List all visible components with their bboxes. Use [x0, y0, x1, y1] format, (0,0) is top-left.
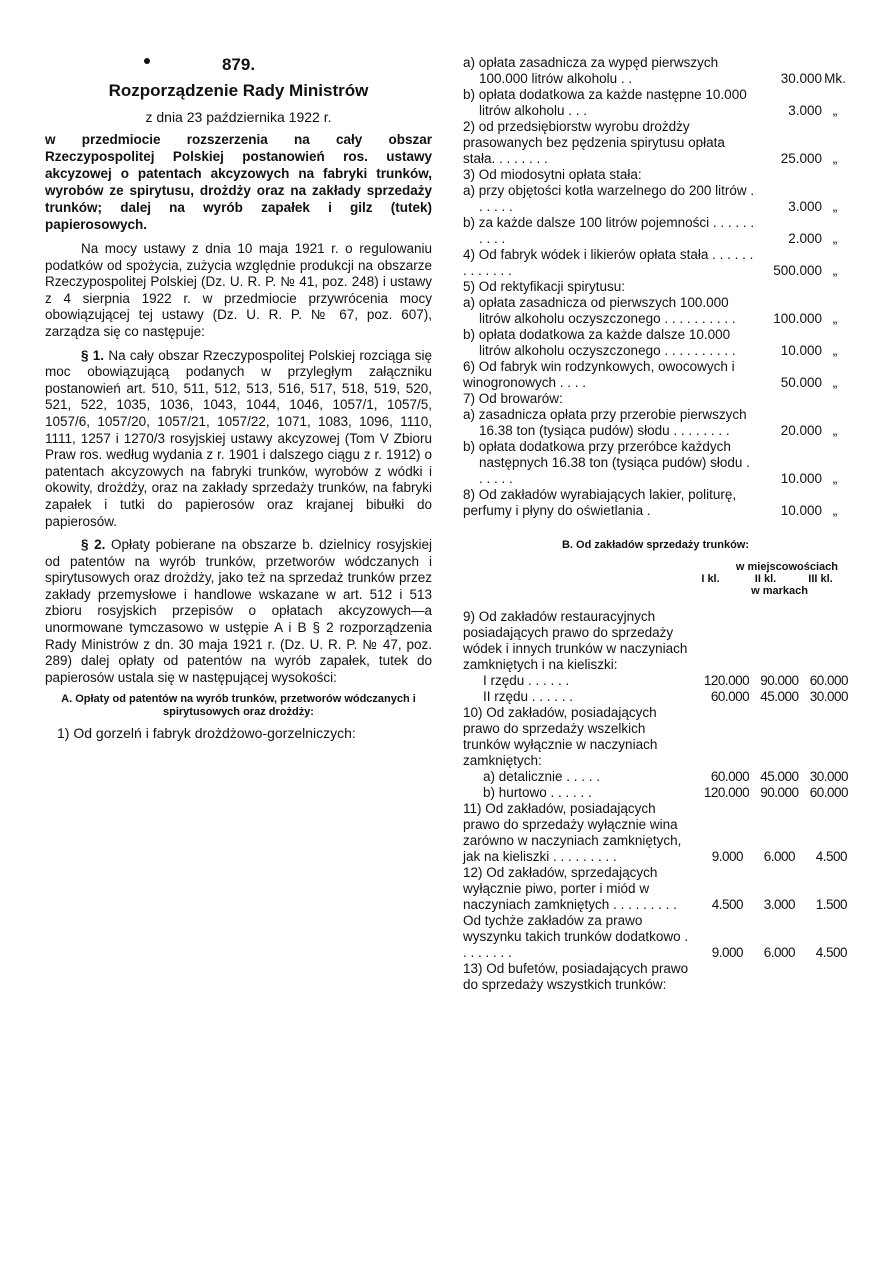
fee-list-b [463, 609, 848, 993]
fee-label: 6) Od fabryk win rodzynkowych, owocowych i winogronowych . . . . [463, 359, 735, 390]
header-classes [463, 573, 848, 585]
sales-fee-class-3: 30.000 [809, 769, 848, 784]
fee-unit: „ [832, 343, 838, 358]
sales-fee-class-3: 60.000 [809, 673, 848, 688]
fee-row [463, 183, 848, 215]
section-a-item-1: 1) Od gorzelń i fabryk drożdżowo-gorzelniczych: [57, 725, 356, 742]
fee-row [463, 215, 848, 247]
sales-fee-label: a) detalicznie . . . . . [483, 769, 601, 784]
fee-row [463, 279, 848, 295]
fee-label: a) opłata zasadnicza od pierwszych 100.000 litrów alkoholu oczyszczonego . . . . . . . . . . [463, 295, 736, 326]
fee-row [463, 439, 848, 487]
fee-row [463, 391, 848, 407]
fee-row [463, 167, 848, 183]
header-class-3: III kl. [808, 573, 833, 585]
sales-fee-row [463, 961, 848, 993]
sales-fee-row [463, 785, 848, 801]
right-column [463, 55, 848, 993]
sales-fee-row [463, 673, 848, 689]
sales-fee-row [463, 801, 848, 865]
sales-fee-class-3: 1.500 [815, 897, 847, 912]
fee-value: 30.000 [780, 71, 822, 86]
fee-value: 20.000 [780, 423, 822, 438]
sales-fee-class-1: 4.500 [711, 897, 743, 912]
sales-fee-label: 12) Od zakładów, sprzedających wyłącznie piwo, porter i miód w naczyniach zamkniętych . . . . . . . . . [463, 865, 677, 912]
fee-label: 2) od przedsiębiorstw wyrobu drożdży prasowanych bez pędzenia spirytusu opłata stała. . . . . . . . [463, 119, 725, 166]
fee-unit: „ [832, 231, 838, 246]
section-2-text: Opłaty pobierane na obszarze b. dzielnicy rosyjskiej od patentów na wyrób trunków, przetworów wódczanych i spirytusowych oraz drożdży, jako też na sprzedaż trunków przez zakłady przemysłowe i handlowe wskazane w art. 512 i 513 zbioru rosyjskich przepisów o opłatach akcyzowych—a unormowane tymczasowo w ustępie A i B § 2 rozporządzenia Rady Ministrów z dn. 30 maja 1921 r. (Dz. U. R. P. № 47, poz. 289) dalej opłaty od patentów na wyrób zapałek, tutek do papierosów ustala się w następującej wysokości: [45, 537, 432, 685]
sales-fee-class-3: 60.000 [809, 785, 848, 800]
section-1 [45, 348, 432, 531]
header-class-1: I kl. [701, 573, 720, 585]
fee-label: a) zasadnicza opłata przy przerobie pierwszych 16.38 ton (tysiąca pudów) słodu . . . . . . . . [463, 407, 747, 438]
fee-row [463, 359, 848, 391]
fee-unit: „ [832, 471, 838, 486]
fee-label: b) opłata dodatkowa przy przeróbce każdych następnych 16.38 ton (tysiąca pudów) słodu . . . . . . [463, 439, 750, 486]
left-column [45, 55, 432, 742]
sales-fee-class-2: 90.000 [760, 673, 799, 688]
sales-fee-label: 13) Od bufetów, posiadających prawo do sprzedaży wszystkich trunków: [463, 961, 689, 992]
fee-value: 50.000 [780, 375, 822, 390]
section-b-heading: B. Od zakładów sprzedaży trunków: [561, 539, 750, 551]
fee-value: 25.000 [780, 151, 822, 166]
sales-fee-class-1: 60.000 [710, 689, 750, 704]
fee-label: 4) Od fabryk wódek i likierów opłata stała . . . . . . . . . . . . . [463, 247, 754, 278]
section-2-number: § 2. [81, 537, 106, 553]
fee-row [463, 87, 848, 119]
sales-fee-class-1: 120.000 [703, 673, 750, 688]
fee-label: b) opłata dodatkowa za każde następne 10.000 litrów alkoholu . . . [463, 87, 747, 118]
fee-label: a) opłata zasadnicza za wypęd pierwszych 100.000 litrów alkoholu . . [463, 55, 719, 86]
sales-fee-class-2: 90.000 [760, 785, 799, 800]
act-number: 879. [221, 55, 256, 74]
fee-unit: „ [832, 151, 838, 166]
fee-value: 10.000 [780, 343, 822, 358]
sales-fee-class-3: 4.500 [815, 849, 847, 864]
sales-fee-label: b) hurtowo . . . . . . [483, 785, 592, 800]
sales-fee-label: II rzędu . . . . . . [483, 689, 574, 704]
sales-fee-class-2: 45.000 [760, 769, 799, 784]
sales-fee-row [463, 705, 848, 769]
fee-row [463, 55, 848, 87]
fee-unit: Mk. [824, 71, 846, 86]
sales-fee-class-1: 60.000 [710, 769, 750, 784]
preamble: Na mocy ustawy z dnia 10 maja 1921 r. o regulowaniu podatków od spożycia, zużycia względnie produkcji na obszarze Rzeczypospolitej Polskiej (Dz. U. R. P. № 41, poz. 248) i ustawy z 4 sierpnia 1922 r. w przedmiocie przywrócenia mocy obowiązującej tej ustawy (Dz. U. R. P. № 67, poz. 607), zarządza się co następuje: [45, 241, 432, 339]
sales-fee-class-2: 6.000 [763, 945, 795, 960]
fee-label: a) przy objętości kotła warzelnego do 200 litrów . . . . . . [463, 183, 755, 214]
fee-row [463, 327, 848, 359]
sales-fee-class-2: 3.000 [763, 897, 795, 912]
fee-label: 3) Od miodosytni opłata stała: [463, 167, 642, 182]
section-b-column-header [463, 561, 848, 597]
fee-unit: „ [832, 103, 838, 118]
section-1-number: § 1. [81, 347, 105, 363]
sales-fee-label: 9) Od zakładów restauracyjnych posiadających prawo do sprzedaży wódek i innych trunków w naczyniach zamkniętych i na kieliszki: [463, 609, 688, 672]
fee-unit: „ [832, 263, 838, 278]
section-a-heading: A. Opłaty od patentów na wyrób trunków, przetworów wódczanych i spirytusowych oraz drożdży: [61, 693, 416, 719]
fee-value: 10.000 [780, 471, 822, 486]
sales-fee-class-2: 45.000 [760, 689, 799, 704]
sales-fee-label: 11) Od zakładów, posiadających prawo do sprzedaży wyłącznie wina zarówno w naczyniach zamkniętych, jak na kieliszki . . . . . . . . . [463, 801, 682, 864]
fee-unit: „ [832, 423, 838, 438]
fee-row [463, 295, 848, 327]
act-subject: w przedmiocie rozszerzenia na cały obszar Rzeczypospolitej Polskiej postanowień ros. ustawy akcyzowej o patentach akcyzowych na fabryki trunków, wyrobów ze spirytusu, drożdży oraz na zakłady sprzedaży trunków; dalej na wyrób zapałek i gilz (tutek) papierosowych. [45, 132, 432, 232]
sales-fee-row [463, 865, 848, 913]
fee-label: b) opłata dodatkowa za każde dalsze 10.000 litrów alkoholu oczyszczonego . . . . . . . . . . [463, 327, 736, 358]
fee-value: 3.000 [788, 103, 822, 118]
section-2 [45, 537, 432, 686]
sales-fee-label: Od tychże zakładów za prawo wyszynku takich trunków dodatkowo . . . . . . . . [463, 913, 689, 960]
fee-unit: „ [832, 311, 838, 326]
fee-value: 2.000 [788, 231, 822, 246]
fee-unit: „ [832, 199, 838, 214]
header-locality: w miejscowościach [735, 561, 838, 573]
fee-row [463, 119, 848, 167]
fee-label: 5) Od rektyfikacji spirytusu: [463, 279, 626, 294]
fee-label: b) za każde dalsze 100 litrów pojemności . . . . . . . . . . [463, 215, 755, 246]
header-class-2: II kl. [754, 573, 777, 585]
sales-fee-class-1: 9.000 [711, 849, 743, 864]
sales-fee-class-1: 9.000 [711, 945, 743, 960]
sales-fee-row [463, 689, 848, 705]
fee-value: 10.000 [780, 503, 822, 518]
sales-fee-class-3: 4.500 [815, 945, 847, 960]
header-currency: w markach [751, 585, 808, 597]
fee-row [463, 247, 848, 279]
act-date: z dnia 23 października 1922 r. [145, 109, 332, 125]
fee-value: 500.000 [773, 263, 822, 278]
section-1-text: Na cały obszar Rzeczypospolitej Polskiej rozciąga się moc obowiązującą podanych w przyległym załączniku postanowień art. 510, 511, 512, 513, 516, 517, 518, 519, 520, 521, 522, 1035, 1036, 1043, 1044, 1046, 1057/1, 1057/5, 1057/6, 1057/20, 1057/21, 1057/22, 1071, 1083, 1096, 1110, 1111, 1257 i 1270/3 rosyjskiej ustawy akcyzowej (Tom V Zbioru Praw ros. według wydania z r. 1901 i dalszego ciągu z r. 1912) o patentach akcyzowych na fabryki trunków, wyrobów z wódki i okowity, drożdży, oraz na zakłady sprzedaży trunków, na fabryki zapałek i tutki do papierosów oraz krajanej bibułki do papierosów. [45, 347, 432, 529]
fee-list-a [463, 55, 848, 519]
sales-fee-row [463, 913, 848, 961]
sales-fee-class-1: 120.000 [703, 785, 750, 800]
fee-value: 3.000 [788, 199, 822, 214]
fee-row [463, 487, 848, 519]
sales-fee-label: 10) Od zakładów, posiadających prawo do sprzedaży wszelkich trunków wyłącznie w naczyniach zamkniętych: [463, 705, 658, 768]
fee-unit: „ [832, 375, 838, 390]
act-title: Rozporządzenie Rady Ministrów [108, 81, 369, 100]
sales-fee-row [463, 769, 848, 785]
sales-fee-label: I rzędu . . . . . . [483, 673, 570, 688]
sales-fee-class-3: 30.000 [809, 689, 848, 704]
fee-row [463, 407, 848, 439]
fee-value: 100.000 [773, 311, 822, 326]
fee-label: 8) Od zakładów wyrabiających lakier, politurę, perfumy i płyny do oświetlania . [463, 487, 737, 518]
fee-label: 7) Od browarów: [463, 391, 563, 406]
fee-unit: „ [832, 503, 838, 518]
sales-fee-class-2: 6.000 [763, 849, 795, 864]
sales-fee-row [463, 609, 848, 673]
